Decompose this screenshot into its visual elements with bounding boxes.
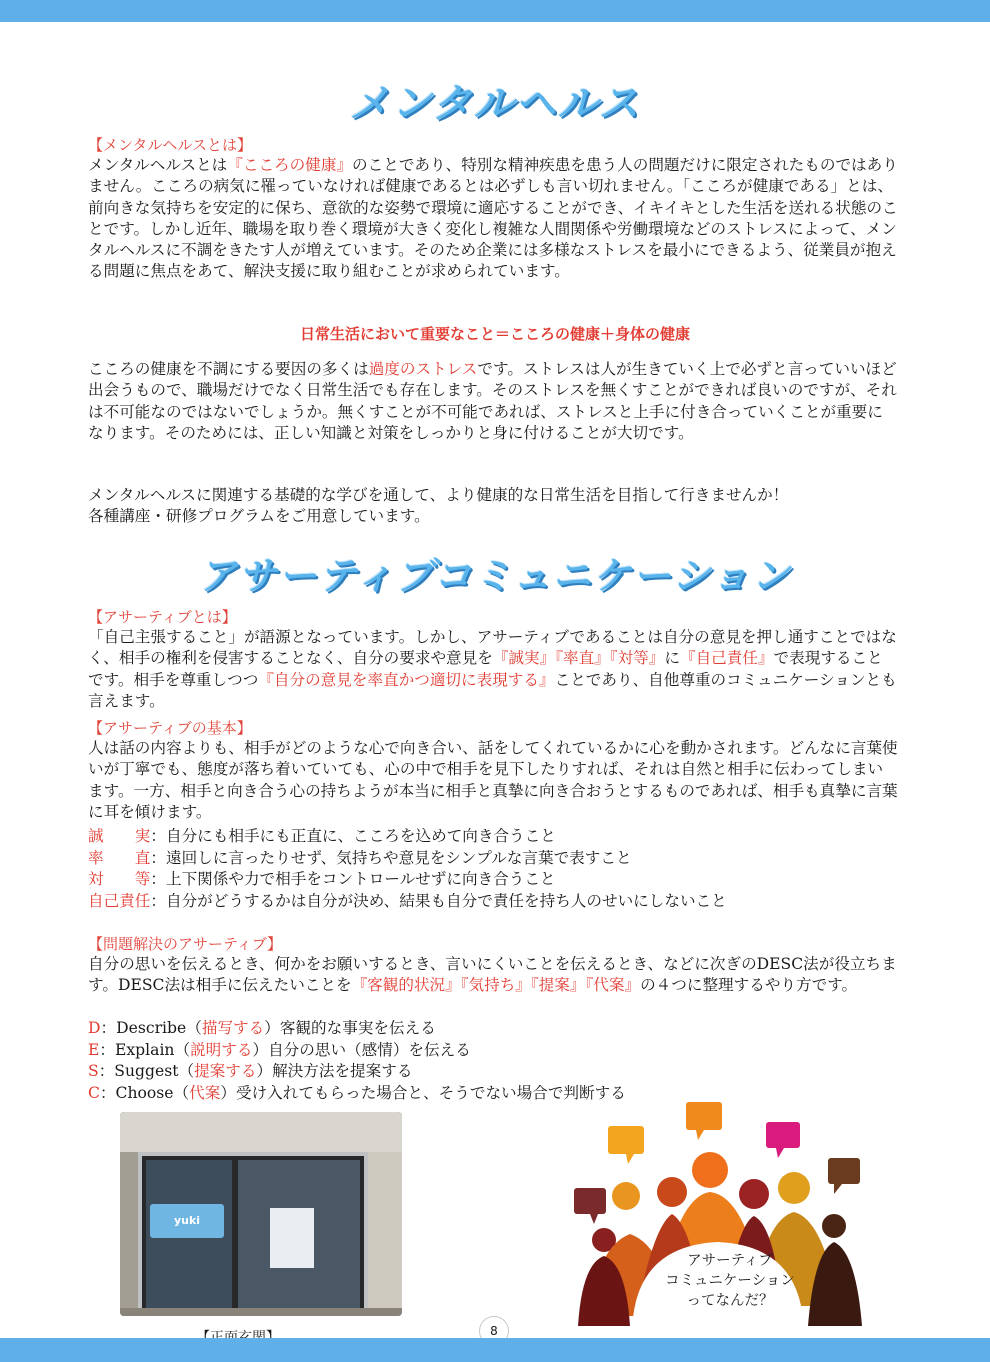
paragraph-desc-method xyxy=(88,954,898,997)
photo-wall xyxy=(120,1152,138,1316)
desc-text: 客観的な事実を伝える xyxy=(279,1019,436,1037)
desc-jp: 説明する xyxy=(190,1040,253,1059)
illustration-text-line: ってなんだ？ xyxy=(686,1293,774,1309)
text: です。ストレスは人が生きていく上で必ずと言っていいほど出会うもので、職場だけでなく日常生活でも存在します。そのストレスを無くすことができれば良いのですが、それは不可能なのではないでしょうか。無くすことが不可能であれば、ストレスと上手に付き合っていくことが重要になります。そのためには、正しい知識と対策をしっかりと身に付けることが大切です。 xyxy=(88,360,897,442)
text: 「自己主張すること」が語源となっています。しかし、アサーティブであることは自分の意見を押し通すことではなく、相手の権利を侵害することなく、自分の要求や意見を xyxy=(88,628,897,668)
term-label: 対 等 xyxy=(88,870,151,889)
text: ことであり、自他尊重のコミュニケーションとも言えます。 xyxy=(88,670,897,710)
highlight-text: 過度のストレス xyxy=(368,360,478,378)
desc-word: Suggest（ xyxy=(114,1062,195,1081)
page-title-assertive: アサーティブコミュニケーション xyxy=(198,554,792,598)
section-heading-problem-solving: 【問題解決のアサーティブ】 xyxy=(88,935,282,953)
speech-bubble-tail xyxy=(776,1148,784,1158)
entrance-photo xyxy=(120,1112,402,1316)
highlight-text: 『誠実』『率直』『対等』 xyxy=(492,649,665,668)
text: メンタルヘルスとは xyxy=(88,156,228,174)
text-line: 各種講座・研修プログラムをご用意しています。 xyxy=(88,507,430,526)
illustration-text-line: コミュニケーション xyxy=(665,1273,795,1289)
speech-bubble-tail xyxy=(696,1130,704,1140)
desc-sep: ： xyxy=(98,1062,115,1081)
section-heading-assertive-basics: 【アサーティブの基本】 xyxy=(88,719,252,737)
desc-word: Describe（ xyxy=(116,1019,202,1037)
section-heading-assertive: 【アサーティブとは】 xyxy=(88,608,237,626)
paragraph-invitation xyxy=(88,485,898,528)
highlight-text: 『客観的状況』『気持ち』『提案』『代案』 xyxy=(351,976,641,995)
person-head xyxy=(822,1214,846,1238)
bottom-banner-bar xyxy=(0,1338,990,1362)
text: のことであり、特別な精神疾患を患う人の問題だけに限定されたものではありません。こころの病気に罹っていなければ健康であるとは必ずしも言い切れません。「こころが健康である」とは、前向きな気持ちを安定的に保ち、意欲的な姿勢で環境に適応することができ、イキイキとした生活を送れる状態のことです。しかし近年、職場を取り巻く環境が大きく変化し複雑な人間関係や労働環境などのストレスによって、メンタルヘルスに不調をきたす人が増えています。そのため企業には多様なストレスを最小にできるよう、従業員が抱える問題に焦点をあて、解決支援に取り組むことが求められています。 xyxy=(88,156,898,281)
paragraph-mental-health-definition xyxy=(88,155,898,283)
photo-poster xyxy=(270,1208,314,1268)
speech-bubble xyxy=(574,1188,606,1214)
highlight-text: 『自己責任』 xyxy=(679,649,774,668)
paragraph-assertive-basics: 人は話の内容よりも、相手がどのような心で向き合い、話をしてくれているかに心を動かされます。どんなに言葉使いが丁寧でも、態度が落ち着いていても、心の中で相手を見下したりすれば、それは自然と相手に伝わってしまいます。一方、相手と向き合う心の持ちようが本当に相手と真摯に向き合おうとするものであれば、相手も真摯に言葉に耳を傾けます。 xyxy=(88,739,898,821)
person-head xyxy=(692,1152,728,1188)
speech-bubble-tail xyxy=(590,1214,598,1224)
top-banner-bar xyxy=(0,0,990,22)
text: の４つに整理するやり方です。 xyxy=(640,976,858,995)
desc-letter: C xyxy=(88,1083,100,1102)
term-desc: ：遠回しに言ったりせず、気持ちや意見をシンプルな言葉で表すこと xyxy=(150,848,632,867)
desc-text: 受け入れてもらった場合と、そうでない場合で判断する xyxy=(235,1083,626,1102)
desc-close: ） xyxy=(264,1019,280,1037)
speech-bubble xyxy=(608,1126,644,1154)
desc-jp: 描写する xyxy=(201,1019,265,1037)
term-row xyxy=(88,848,898,870)
desc-row xyxy=(88,1040,898,1062)
illustration-caption xyxy=(640,1251,820,1311)
photo-floor xyxy=(120,1308,402,1316)
term-label: 自己責任 xyxy=(88,891,151,910)
term-label: 誠 実 xyxy=(88,827,151,845)
desc-close: ） xyxy=(252,1040,269,1059)
term-row xyxy=(88,826,898,848)
page-title-mental-health: メンタルヘルス xyxy=(349,81,641,127)
desc-text: 解決方法を提案する xyxy=(272,1062,413,1081)
section-heading-mental-health: 【メンタルヘルスとは】 xyxy=(88,136,252,154)
assertive-terms-list xyxy=(88,826,898,912)
text: に xyxy=(664,649,680,668)
speech-bubble xyxy=(828,1158,860,1184)
photo-ceiling xyxy=(120,1112,402,1152)
desc-jp: 代案 xyxy=(189,1083,221,1102)
highlight-text: 『自分の意見を率直かつ適切に表現する』 xyxy=(258,670,555,689)
term-row xyxy=(88,869,898,891)
speech-bubble-tail xyxy=(626,1154,634,1164)
key-message: 日常生活において重要なこと＝こころの健康＋身体の健康 xyxy=(299,325,690,343)
desc-row xyxy=(88,1061,898,1083)
desc-method-list xyxy=(88,1018,898,1104)
text: 自分の思いを伝えるとき、何かをお願いするとき、言いにくいことを伝えるとき、などに次ぎのDESC法が役立ちます。DESC法は相手に伝えたいことを xyxy=(88,955,897,995)
paragraph-stress xyxy=(88,359,898,444)
desc-sep: ： xyxy=(100,1019,117,1037)
paragraph-assertive-definition xyxy=(88,627,898,712)
person-head xyxy=(657,1177,687,1207)
speech-bubble xyxy=(766,1122,800,1148)
text-line: メンタルヘルスに関連する基礎的な学びを通して、より健康的な日常生活を目指して行きませんか！ xyxy=(88,486,789,504)
term-desc: ：自分がどうするかは自分が決め、結果も自分で責任を持ち人のせいにしないこと xyxy=(150,891,727,910)
term-desc: ：自分にも相手にも正直に、こころを込めて向き合うこと xyxy=(150,827,556,845)
illustration-text-line: アサーティブ xyxy=(687,1253,773,1269)
person-head xyxy=(612,1182,640,1210)
page-number: 8 xyxy=(479,1316,509,1346)
desc-letter: S xyxy=(88,1062,99,1081)
desc-close: ） xyxy=(256,1062,273,1081)
term-row xyxy=(88,891,898,913)
highlight-text: 『こころの健康』 xyxy=(227,156,353,174)
desc-row xyxy=(88,1018,898,1040)
person-head xyxy=(778,1172,810,1204)
desc-word: Choose（ xyxy=(115,1083,190,1102)
person-head xyxy=(739,1179,769,1209)
term-desc: ：上下関係や力で相手をコントロールせずに向き合うこと xyxy=(150,870,556,889)
desc-text: 自分の思い（感情）を伝える xyxy=(268,1040,471,1059)
term-label: 率 直 xyxy=(88,848,151,867)
desc-sep: ： xyxy=(99,1083,116,1102)
photo-wall xyxy=(368,1152,402,1316)
speech-bubble xyxy=(686,1102,722,1130)
desc-jp: 提案する xyxy=(194,1062,257,1081)
desc-word: Explain（ xyxy=(115,1040,191,1059)
desc-sep: ： xyxy=(99,1040,115,1059)
text: こころの健康を不調にする要因の多くは xyxy=(88,360,369,378)
desc-letter: D xyxy=(88,1019,101,1037)
text: で表現することです。相手を尊重しつつ xyxy=(88,649,883,689)
desc-close: ） xyxy=(220,1083,236,1102)
speech-bubble-tail xyxy=(834,1184,842,1194)
photo-door-sign: yuki xyxy=(150,1204,224,1238)
desc-letter: E xyxy=(88,1040,100,1059)
